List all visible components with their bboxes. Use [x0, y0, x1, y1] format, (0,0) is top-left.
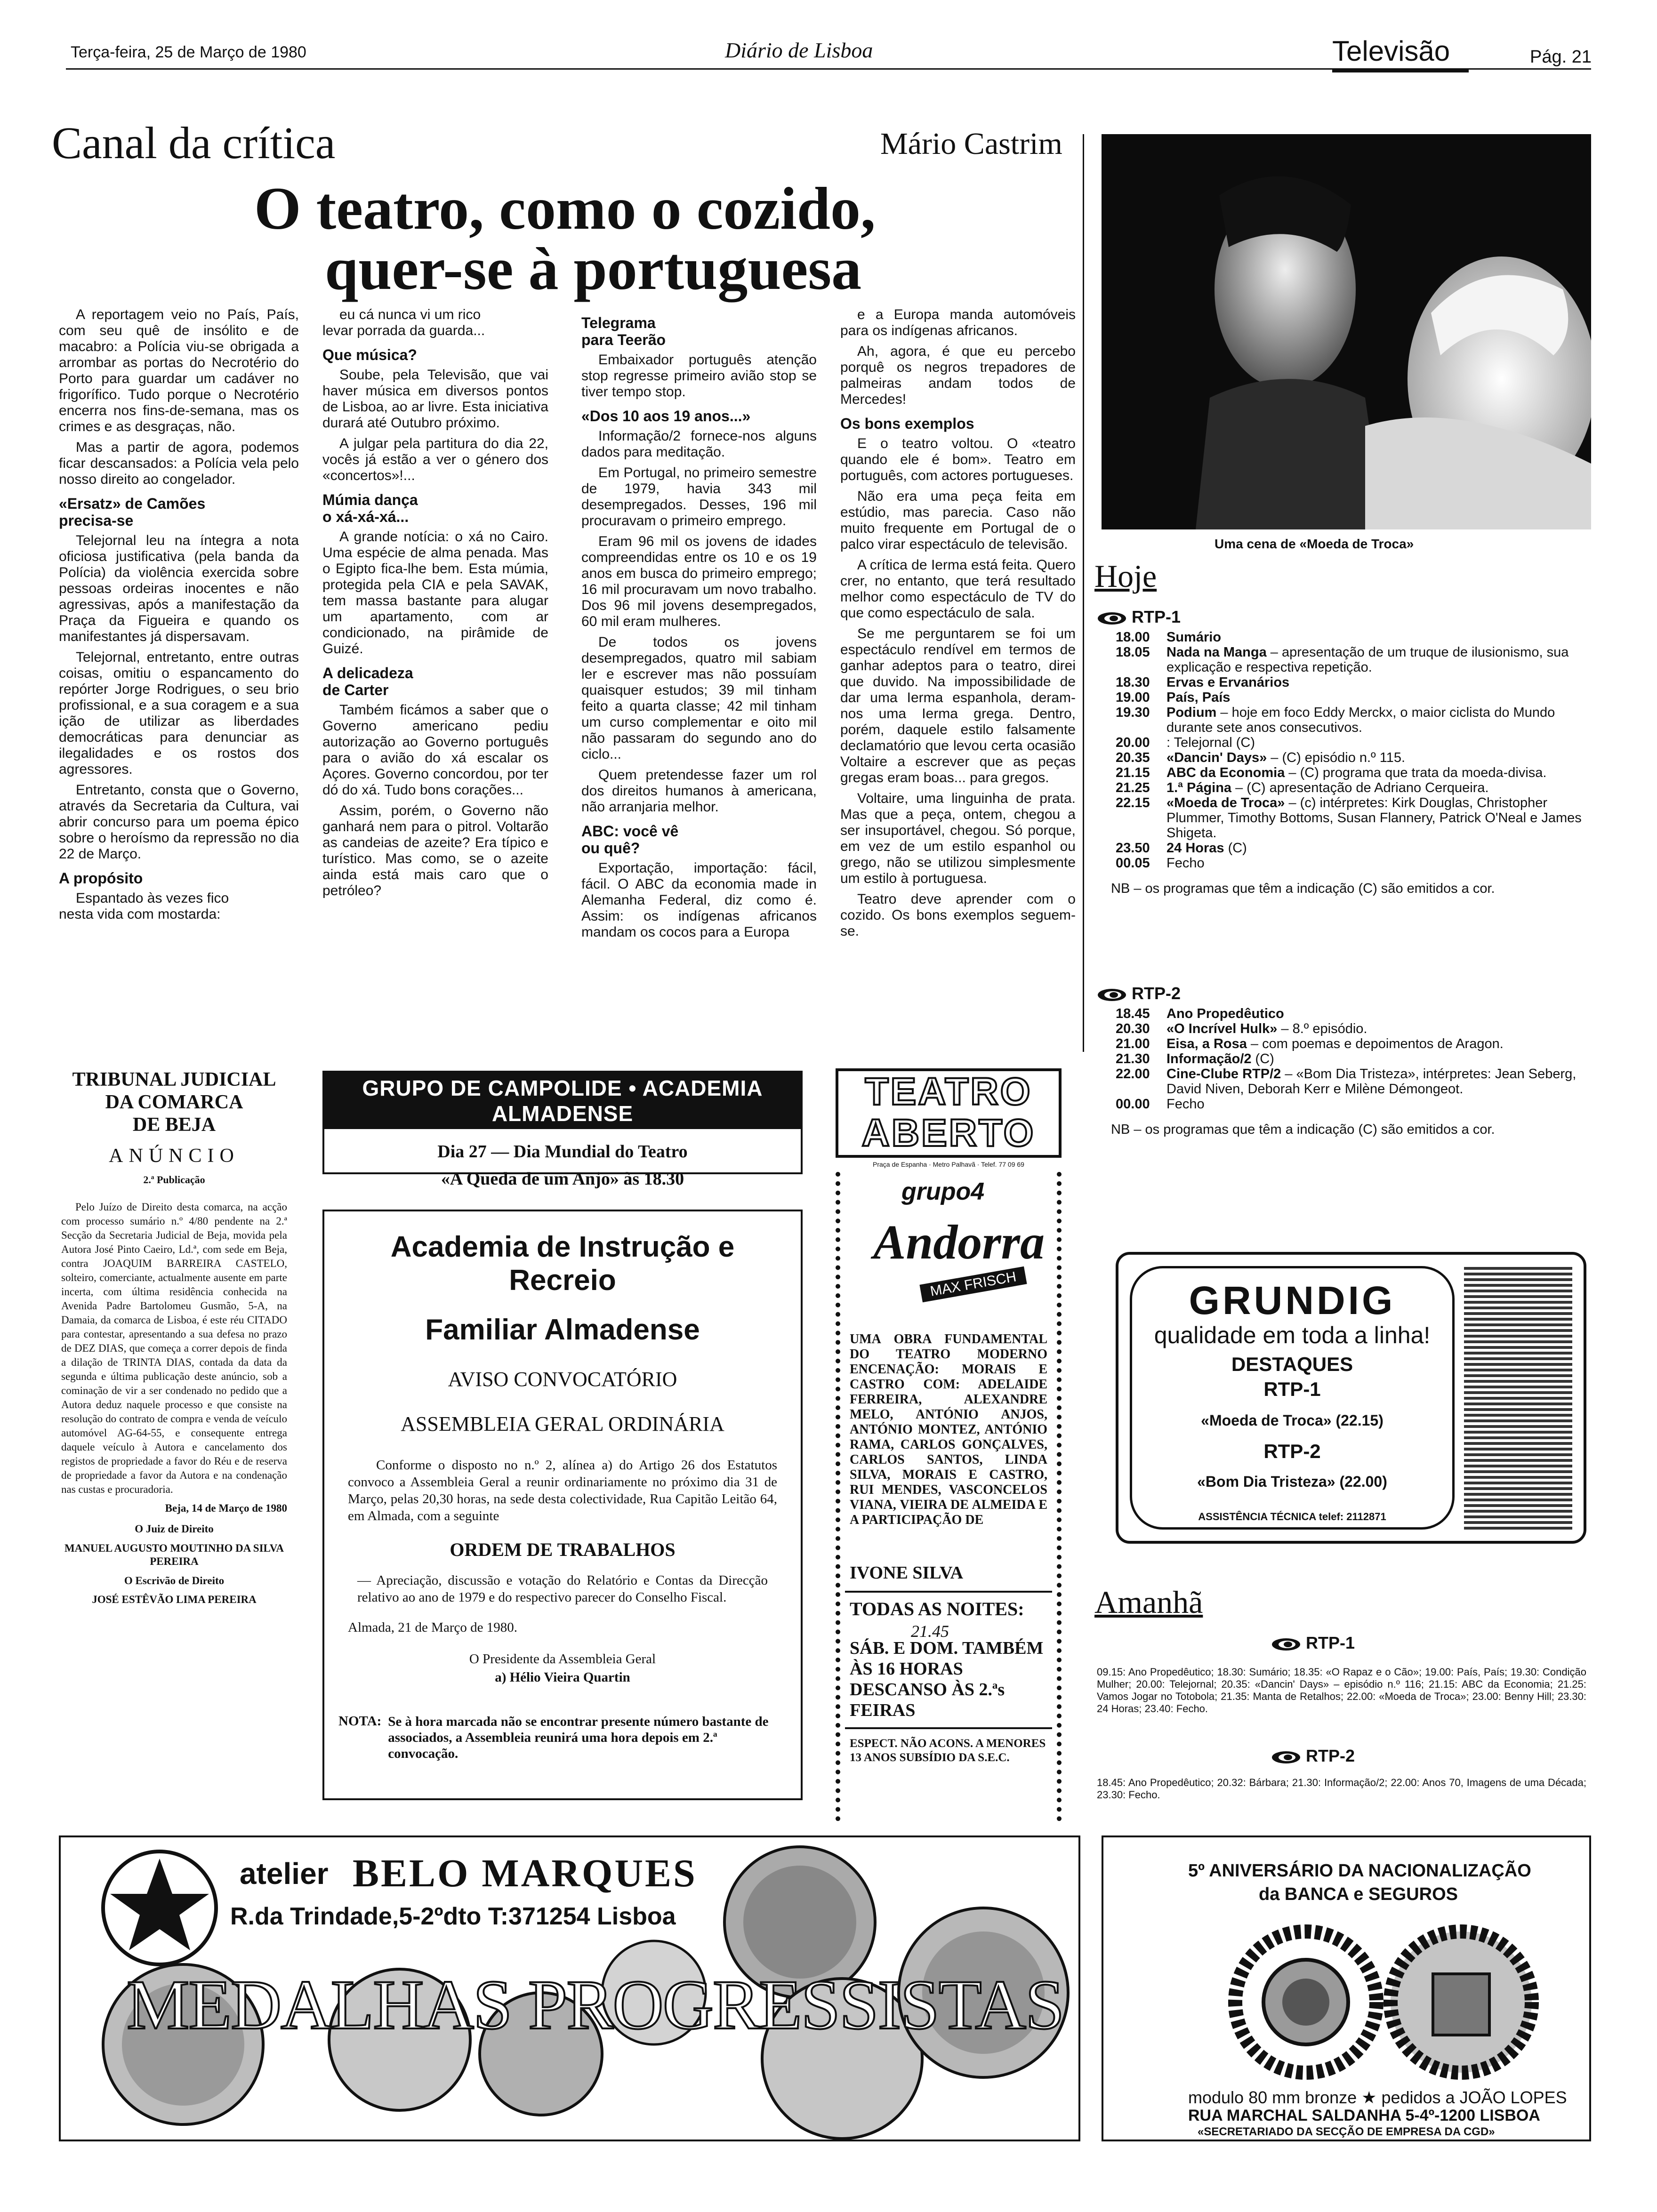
- program-row: [1116, 1006, 1591, 1021]
- program-description: [1166, 705, 1591, 735]
- photo-moeda-de-troca: [1102, 134, 1591, 529]
- article-paragraph: A reportagem veio no País, País, com seu quê de insólito e de macabro: a Polícia viu-se obrigada a arrombar as portas do Necrotério do Porto para guardar um cadáver no frigorífico. Tudo porque o Necrotério encerra nos fins-de-semana, mas os crimes e as desgraças, não.: [59, 307, 299, 434]
- program-row: [1116, 1051, 1591, 1066]
- program-description: [1166, 735, 1591, 750]
- grundig-rtp1-show: «Moeda de Troca» (22.15): [1201, 1412, 1384, 1429]
- article-subheading: A propósito: [59, 870, 143, 887]
- rtp-eye-icon: [1271, 1636, 1301, 1650]
- program-title: Eisa, a Rosa: [1166, 1036, 1247, 1051]
- academia-signature: a) Hélio Vieira Quartin: [495, 1670, 630, 1685]
- program-title: Podium: [1166, 705, 1217, 720]
- academia-nota: Se à hora marcada não se encontrar presente número bastante de associados, a Assembleia reunirá uma hora depois em 2.ª convocação.: [388, 1714, 769, 1761]
- rtp2-note: NB – os programas que têm a indicação (C) são emitidos a cor.: [1111, 1122, 1495, 1137]
- program-time: 22.00: [1116, 1066, 1150, 1082]
- article-paragraph: A grande notícia: o xá no Cairo. Uma espécie de alma penada. Mas o Egipto fica-lhe bem. Esta múmia, protegida pela CIA e pela SAVAK, tem massa bastante para alugar um apartamento, com ar condicionado, na pirâmide de Guizé.: [322, 529, 548, 657]
- program-detail: – com poemas e depoimentos de Aragon.: [1247, 1036, 1504, 1051]
- article-paragraph: Assim, porém, o Governo não ganhará nem para o pitrol. Voltarão as candeias de azeite? Era típico e turístico. Mas como, se o azeite ainda está mais caro que o petróleo?: [322, 803, 548, 898]
- banca-ad: [1102, 1835, 1591, 2141]
- program-title: Ano Propedêutico: [1166, 1006, 1284, 1021]
- headline-line-2: quer-se à portuguesa: [325, 235, 862, 302]
- program-time: 19.30: [1116, 705, 1150, 720]
- program-title: Cine-Clube RTP/2: [1166, 1066, 1281, 1082]
- program-row: [1116, 1097, 1591, 1112]
- program-row: [1116, 750, 1591, 765]
- tv-speaker-grille: [1464, 1266, 1572, 1530]
- program-time: 22.15: [1116, 795, 1150, 810]
- program-row: [1116, 705, 1591, 735]
- teatro-rule-2: [845, 1727, 1052, 1729]
- teatro-star: IVONE SILVA: [850, 1563, 964, 1583]
- program-row: [1116, 690, 1591, 705]
- grundig-destaques: DESTAQUES: [1231, 1353, 1353, 1375]
- program-time: 21.25: [1116, 780, 1150, 795]
- grundig-brand: GRUNDIG: [1189, 1278, 1396, 1322]
- program-detail: – 8.º episódio.: [1277, 1021, 1367, 1036]
- rtp-eye-icon: [1097, 986, 1127, 1001]
- program-time: 18.45: [1116, 1006, 1150, 1021]
- column-title: Canal da crítica: [52, 118, 336, 168]
- program-time: 18.05: [1116, 645, 1150, 660]
- tomorrow-rtp1-label: [1271, 1633, 1355, 1653]
- program-row: [1116, 795, 1591, 841]
- program-title: 24 Horas: [1166, 841, 1224, 856]
- article-paragraph: e a Europa manda automóveis para os indígenas africanos.: [840, 307, 1076, 338]
- program-row: [1116, 675, 1591, 690]
- tomorrow-rtp1-text: RTP-1: [1306, 1633, 1355, 1652]
- academia-nota-row: [338, 1714, 777, 1762]
- program-time: 18.00: [1116, 630, 1150, 645]
- tribunal-clerk-label: O Escrivão de Direito: [124, 1575, 225, 1587]
- author-name: Mário Castrim: [880, 127, 1062, 161]
- rtp2-schedule: [1097, 1006, 1591, 1112]
- program-detail: (C): [1251, 1051, 1274, 1066]
- article-paragraph: E o teatro voltou. O «teatro quando ele é bom». Teatro em português, com actores portugueses.: [840, 436, 1076, 483]
- section-title: Televisão: [1332, 35, 1450, 67]
- article-paragraph: A crítica de Ierma está feita. Quero crer, no entanto, que terá resultado melhor como espectáculo de TV do que como espectáculo de sala.: [840, 557, 1076, 621]
- program-detail: – (c) intérpretes: Kirk Douglas, Christopher Plummer, Timothy Bottoms, Susan Flannery, Patrick O'Neal e James Shigeta.: [1166, 795, 1582, 841]
- program-time: 00.05: [1116, 856, 1150, 871]
- article-column-2: [322, 307, 548, 904]
- academia-nota-label: NOTA:: [338, 1714, 382, 1729]
- program-time: 20.00: [1116, 735, 1150, 750]
- program-description: [1166, 795, 1591, 841]
- tribunal-anuncio: ANÚNCIO: [109, 1145, 240, 1167]
- teatro-play-title: Andorra: [873, 1215, 1045, 1269]
- tribunal-publicacao: 2.ª Publicação: [143, 1174, 205, 1186]
- rtp2-label: RTP-2: [1132, 984, 1181, 1003]
- grundig-ad: [1116, 1252, 1586, 1553]
- banca-title-1: 5º ANIVERSÁRIO DA NACIONALIZAÇÃO: [1188, 1861, 1531, 1881]
- grundig-assistance: ASSISTÊNCIA TÉCNICA telef: 2112871: [1198, 1511, 1386, 1523]
- today-heading: Hoje: [1094, 558, 1157, 594]
- article-paragraph: Quem pretendesse fazer um rol dos direitos humanos à americana, não arranjaria melhor.: [581, 767, 817, 815]
- program-time: 20.35: [1116, 750, 1150, 765]
- rtp1-note: NB – os programas que têm a indicação (C) são emitidos a cor.: [1111, 881, 1495, 896]
- teatro-logo-line-1: TEATRO: [865, 1070, 1032, 1113]
- article-paragraph: Não era uma peça feita em estúdio, mas parecia. Caso não muito frequente em Portugal de o palco virar espectáculo de televisão.: [840, 489, 1076, 552]
- program-detail: (C): [1224, 841, 1247, 856]
- banca-secretariado: «SECRETARIADO DA SECÇÃO DE EMPRESA DA CGD»: [1198, 2125, 1495, 2138]
- article-paragraph: Telejornal, entretanto, entre outras coisas, omitiu o espancamento do repórter Jorge Rodrigues, o seu brio profissional, e a sua coragem e a sua ição de utilizar as liberdades democráticas para denunciar as ilegalidades e os rostos dos agressores.: [59, 649, 299, 777]
- article-paragraph: Soube, pela Televisão, que vai haver música em diversos pontos de Lisboa, ao ar livre. Esta iniciativa durará até Outubro próximo.: [322, 367, 548, 431]
- program-detail: : Telejornal (C): [1166, 735, 1255, 750]
- article-subheading: ABC: você vê ou quê?: [581, 823, 679, 857]
- column-rule: [1083, 134, 1084, 1052]
- program-title: Sumário: [1166, 630, 1222, 645]
- article-subheading: Telegrama para Teerão: [581, 314, 666, 348]
- article-paragraph: Voltaire, uma linguinha de prata. Mas que a peça, ontem, chegou a ser insuportável, chegou. Só porque, em vez de um estilo espanhol ou grego, não se utilizou simplesmente um estilo à portuguesa.: [840, 791, 1076, 886]
- teatro-time-note: 21.45: [911, 1622, 949, 1641]
- today-rtp1-block: [1097, 607, 1591, 896]
- tribunal-clerk-name: JOSÉ ESTÊVÃO LIMA PEREIRA: [92, 1594, 257, 1605]
- masthead: Diário de Lisboa: [725, 38, 873, 62]
- tribunal-judge-name: MANUEL AUGUSTO MOUTINHO DA SILVA PEREIRA: [64, 1542, 284, 1567]
- article-subheading: Que música?: [322, 346, 417, 363]
- program-row: [1116, 1036, 1591, 1051]
- article-subheading: «Ersatz» de Camões precisa-se: [59, 495, 206, 529]
- program-title: Informação/2: [1166, 1051, 1252, 1066]
- tribunal-date: Beja, 14 de Março de 1980: [165, 1502, 287, 1514]
- tomorrow-heading: Amanhã: [1094, 1584, 1203, 1620]
- tribunal-body: Pelo Juízo de Direito desta comarca, na acção com processo sumário n.º 4/80 pendente na 2.ª Secção da Secretaria Judicial de Beja, movida pela Autora José Pinto Caeiro, Ld.ª, com sede em Beja, contra JOAQUIM BARREIRA CASTELO, solteiro, comerciante, actualmente ausente em parte incerta, com última residência conhecida na Avenida Padre Bartolomeu Gusmão, 5-A, na Damaia, da comarca de Lisboa, é este réu CITADO para contestar, apresentando a sua defesa no prazo de DEZ DIAS, que começa a correr depois de finda a dilação de TRINTA DIAS, contada da data da segunda e última publicação deste anúncio, sob a cominação de vir a ser condenado no pedido que a Autora deduz naquele processo e que consiste na resolução do contrato de compra e venda de veículo automóvel AG-64-55, e consequente entrega daquele veículo à Autora e cancelamento dos registos de propriedade a favor do Réu e de reserva de propriedade a favor da Autora e na condenação nas custas e procuradoria.: [61, 1201, 287, 1495]
- article-subheading: A delicadeza de Carter: [322, 665, 413, 698]
- article-paragraph: Embaixador português atenção stop regresse primeiro avião stop se tiver tempo stop.: [581, 352, 817, 400]
- article-paragraph: A julgar pela partitura do dia 22, vocês já estão a ver o género dos «concertos»!...: [322, 436, 548, 483]
- article-paragraph: Eram 96 mil os jovens de idades compreendidas entre os 10 e os 19 anos em busca do primeiro emprego; 16 mil procuravam um novo trabalho. Dos 96 mil jovens desempregados, 60 mil eram mulheres.: [581, 534, 817, 629]
- grundig-tagline: qualidade em toda a linha!: [1154, 1322, 1431, 1348]
- rtp1-label: RTP-1: [1132, 607, 1181, 626]
- program-time: 19.00: [1116, 690, 1150, 705]
- teatro-grupo: grupo4: [901, 1178, 985, 1205]
- program-title: «O Incrível Hulk»: [1166, 1021, 1278, 1036]
- grundig-rtp1: RTP-1: [1263, 1378, 1321, 1400]
- program-description: [1166, 675, 1591, 690]
- academia-notice: [322, 1210, 803, 1800]
- program-time: 21.30: [1116, 1051, 1150, 1066]
- program-detail: Fecho: [1166, 856, 1205, 871]
- academia-presidente: O Presidente da Assembleia Geral: [469, 1651, 656, 1667]
- teatro-aberto-ad: [836, 1068, 1062, 1821]
- rtp1-channel-label: [1097, 607, 1591, 627]
- program-title: País, País: [1166, 690, 1231, 705]
- program-title: Nada na Manga: [1166, 645, 1267, 660]
- banca-title-2: da BANCA e SEGUROS: [1259, 1884, 1458, 1904]
- program-description: [1166, 765, 1591, 780]
- tribunal-notice: [61, 1068, 287, 1606]
- program-row: [1116, 780, 1591, 795]
- program-detail: – (C) apresentação de Adriano Cerqueira.: [1231, 780, 1489, 795]
- program-description: [1166, 1006, 1591, 1021]
- article-paragraph: Espantado às vezes fico nesta vida com mostarda:: [59, 890, 229, 922]
- rtp1-schedule: [1097, 630, 1591, 871]
- teatro-sab: SÁB. E DOM. TAMBÉM ÀS 16 HORAS DESCANSO ÀS 2.ªs FEIRAS: [850, 1638, 1044, 1720]
- program-detail: – «Bom Dia Tristeza», intérpretes: Jean Seberg, David Niven, Deborah Kerr e Milène Démongeot.: [1166, 1066, 1577, 1097]
- tomorrow-rtp1-schedule: 09.15: Ano Propedêutico; 18.30: Sumário; 18.35: «O Rapaz e o Cão»; 19.00: País, País; 19.30: Condição Mulher; 20.00: Telejornal; 20.35: «Dancin' Days» – episódio n.º 116; 21.15: ABC da Economia; 21.25: Vamos Jogar no Totobola; 21.35: Manta de Retalhos; 22.00: «Moeda de Troca»; 23.00: Benny Hill; 23.30: 24 Horas; 23.40: Fecho.: [1097, 1666, 1586, 1715]
- program-title: ABC da Economia: [1166, 765, 1285, 780]
- program-title: Ervas e Ervanários: [1166, 675, 1290, 690]
- teatro-author: MAX FRISCH: [919, 1266, 1027, 1302]
- program-description: [1166, 780, 1591, 795]
- tribunal-title-2: DA COMARCA: [105, 1091, 243, 1113]
- belo-medals-title: MEDALHAS PROGRESSISTAS: [127, 1966, 1064, 2044]
- program-description: [1166, 630, 1591, 645]
- article-paragraph: Telejornal leu na íntegra a nota oficiosa justificativa (pela banda da Polícia) da violência exercida sobre pessoas ordeiras inocentes e não agressivas, após a manifestação da Praça da Figueira e quando os manifestantes já dispersavam.: [59, 533, 299, 644]
- article-subheading: Múmia dança o xá-xá-xá...: [322, 491, 418, 525]
- teatro-rule-1: [845, 1591, 1052, 1593]
- header-rule: [66, 68, 1591, 70]
- program-row: [1116, 1021, 1591, 1036]
- article-paragraph: Ah, agora, é que eu percebo porquê os negros trepadores de palmeiras andam todos de Mercedes!: [840, 344, 1076, 407]
- tomorrow-rtp2-text: RTP-2: [1306, 1746, 1355, 1765]
- teatro-todas: TODAS AS NOITES:: [850, 1598, 1024, 1619]
- rtp-eye-icon: [1097, 610, 1127, 624]
- rtp-eye-icon: [1271, 1749, 1301, 1763]
- article-paragraph: De todos os jovens desempregados, quatro mil sabiam ler e escrever mas não possuíam quaisquer estudos; 39 mil tinham feito a quarta classe; 42 mil tinham um curso complementar e oito mil não passaram do segundo ano do ciclo...: [581, 634, 817, 762]
- program-description: [1166, 841, 1591, 856]
- program-row: [1116, 630, 1591, 645]
- article-paragraph: Teatro deve aprender com o cozido. Os bons exemplos seguem-se.: [840, 891, 1076, 939]
- article-paragraph: Mas a partir de agora, podemos ficar descansados: a Polícia vela pelo nosso direito ao congelador.: [59, 440, 299, 487]
- article-column-4: [840, 307, 1076, 944]
- program-row: [1116, 856, 1591, 871]
- belo-address: R.da Trindade,5-2ºdto T:371254 Lisboa: [230, 1903, 676, 1930]
- program-description: [1166, 1036, 1591, 1051]
- program-description: [1166, 690, 1591, 705]
- academia-date: Almada, 21 de Março de 1980.: [348, 1620, 517, 1635]
- academia-title-1: Academia de Instrução e Recreio: [390, 1231, 735, 1297]
- article-paragraph: Também ficámos a saber que o Governo americano pediu autorização ao Governo português para o avião do xá escalar os Açores. Governo concordou, por ter dó do xá. Tudo bons corações...: [322, 702, 548, 798]
- grundig-rtp2-show: «Bom Dia Tristeza» (22.00): [1197, 1473, 1387, 1490]
- academia-body: Conforme o disposto no n.º 2, alínea a) do Artigo 26 dos Estatutos convoco a Assembleia Geral a reunir ordinariamente no próximo dia 31 de Março, pelas 20,30 horas, na sede desta colectividade, Rua Capitão Leitão 64, em Almada, com a seguinte: [348, 1458, 777, 1523]
- program-detail: – apresentação de um truque de ilusionismo, sua explicação e respectiva repetição.: [1166, 645, 1569, 675]
- academia-aviso: AVISO CONVOCATÓRIO: [448, 1368, 677, 1391]
- rtp2-channel-label: [1097, 984, 1591, 1003]
- article-paragraph: Se me perguntarem se foi um espectáculo rendível em termos de ganhar adeptos para o teatro, direi que duvido. Na impossibilidade de dar uma Ierma espanhola, deram-nos uma Ierma grega. Dentro, porém, daquele estilo falsamente declamatório que levou certa ocasião Voltaire a escrever que as peças gregas eram boas... para gregos.: [840, 626, 1076, 785]
- program-row: [1116, 735, 1591, 750]
- banca-modulo: modulo 80 mm bronze ★ pedidos a JOÃO LOPES: [1188, 2088, 1567, 2107]
- article-paragraph: Entretanto, consta que o Governo, através da Secretaria da Cultura, vai abrir concurso para um poema épico sobre o heroísmo da repressão no dia 22 de Março.: [59, 782, 299, 862]
- tribunal-judge-label: O Juiz de Direito: [135, 1523, 214, 1535]
- program-description: [1166, 1097, 1591, 1112]
- program-row: [1116, 765, 1591, 780]
- photo-scene-icon: [1102, 134, 1591, 529]
- program-time: 21.00: [1116, 1036, 1150, 1051]
- grundig-rtp2: RTP-2: [1263, 1440, 1321, 1462]
- program-row: [1116, 645, 1591, 675]
- article-paragraph: eu cá nunca vi um rico levar porrada da guarda...: [322, 307, 485, 338]
- program-row: [1116, 1066, 1591, 1097]
- teatro-espect: ESPECT. NÃO ACONS. A MENORES 13 ANOS SUBSÍDIO DA S.E.C.: [850, 1737, 1046, 1764]
- belo-atelier: atelier: [240, 1857, 329, 1891]
- campolide-line-1: Dia 27 — Dia Mundial do Teatro: [437, 1142, 688, 1162]
- photo-caption: Uma cena de «Moeda de Troca»: [1215, 537, 1414, 551]
- program-detail: – (C) episódio n.º 115.: [1267, 750, 1406, 765]
- program-detail: – (C) programa que trata da moeda-divisa.: [1285, 765, 1547, 780]
- today-rtp2-block: [1097, 984, 1591, 1137]
- belo-name: BELO MARQUES: [353, 1851, 697, 1895]
- program-time: 21.15: [1116, 765, 1150, 780]
- tomorrow-rtp2-label: [1271, 1746, 1355, 1766]
- academia-title-2: Familiar Almadense: [425, 1314, 700, 1346]
- belo-marques-ad: [59, 1835, 1080, 2141]
- program-row: [1116, 841, 1591, 856]
- program-title: 1.ª Página: [1166, 780, 1232, 795]
- teatro-body: UMA OBRA FUNDAMENTAL DO TEATRO MODERNO ENCENAÇÃO: MORAIS E CASTRO COM: ADELAIDE FERREIRA, ALEXANDRE MELO, ANTÓNIO ANJOS, ANTÓNIO MONTEZ, ANTÓNIO RAMA, CARLOS GONÇALVES, CARLOS SANTOS, LINDA SILVA, MORAIS E CASTRO, RUI MENDES, VASCONCELOS VIANA, VIEIRA DE ALMEIDA E A PARTICIPAÇÃO DE: [850, 1332, 1047, 1527]
- banca-address: RUA MARCHAL SALDANHA 5-4º-1200 LISBOA: [1188, 2107, 1540, 2124]
- academia-ordem: ORDEM DE TRABALHOS: [450, 1539, 676, 1560]
- program-time: 00.00: [1116, 1097, 1150, 1112]
- page-number: Pág. 21: [1530, 47, 1592, 67]
- campolide-ad: [322, 1071, 803, 1189]
- headline-line-1: O teatro, como o cozido,: [254, 175, 876, 242]
- program-description: [1166, 750, 1591, 765]
- article-subheading: Os bons exemplos: [840, 415, 974, 432]
- program-description: [1166, 1066, 1591, 1097]
- program-time: 20.30: [1116, 1021, 1150, 1036]
- program-title: «Dancin' Days»: [1166, 750, 1267, 765]
- program-detail: Fecho: [1166, 1097, 1205, 1112]
- article-paragraph: Informação/2 fornece-nos alguns dados para meditação.: [581, 428, 817, 460]
- issue-date: Terça-feira, 25 de Março de 1980: [71, 43, 306, 61]
- campolide-banner: GRUPO DE CAMPOLIDE • ACADEMIA ALMADENSE: [324, 1073, 801, 1129]
- tomorrow-rtp2-schedule: 18.45: Ano Propedêutico; 20.32: Bárbara; 21.30: Informação/2; 22.00: Anos 70, Imagens de uma Década; 23.30: Fecho.: [1097, 1777, 1586, 1801]
- tribunal-title-3: DE BEJA: [132, 1114, 216, 1136]
- article-paragraph: Em Portugal, no primeiro semestre de 1979, havia 343 mil desempregados. Desses, 196 mil procuravam o primeiro emprego.: [581, 465, 817, 529]
- article-paragraph: Exportação, importação: fácil, fácil. O ABC da economia made in Alemanha Federal, diz como é. Assim: os indígenas africanos mandam os cocos para a Europa: [581, 860, 817, 940]
- article-subheading: «Dos 10 aos 19 anos...»: [581, 408, 751, 425]
- program-description: [1166, 645, 1591, 675]
- teatro-address: Praça de Espanha · Metro Palhavã · Telef. 77 09 69: [873, 1161, 1024, 1168]
- program-description: [1166, 856, 1591, 871]
- article-column-1: [59, 307, 299, 927]
- academia-item: — Apreciação, discussão e votação do Relatório e Contas da Direcção relativo ao ano de 1979 e do respectivo parecer do Conselho Fiscal.: [357, 1573, 768, 1605]
- section-underline: [1332, 70, 1469, 72]
- article-column-3: [581, 307, 817, 945]
- program-time: 18.30: [1116, 675, 1150, 690]
- teatro-logo-line-2: ABERTO: [861, 1112, 1036, 1154]
- program-description: [1166, 1021, 1591, 1036]
- teatro-logo: [836, 1068, 1062, 1158]
- campolide-line-2: «A Queda de um Anjo» às 18.30: [441, 1169, 684, 1189]
- program-title: «Moeda de Troca»: [1166, 795, 1285, 810]
- tribunal-title-1: TRIBUNAL JUDICIAL: [72, 1069, 276, 1090]
- program-detail: – hoje em foco Eddy Merckx, o maior ciclista do Mundo durante sete anos consecutivos.: [1166, 705, 1555, 735]
- program-time: 23.50: [1116, 841, 1150, 856]
- academia-assembleia: ASSEMBLEIA GERAL ORDINÁRIA: [401, 1412, 724, 1435]
- program-description: [1166, 1051, 1591, 1066]
- commemorative-medal-icon: [1103, 1894, 1591, 2092]
